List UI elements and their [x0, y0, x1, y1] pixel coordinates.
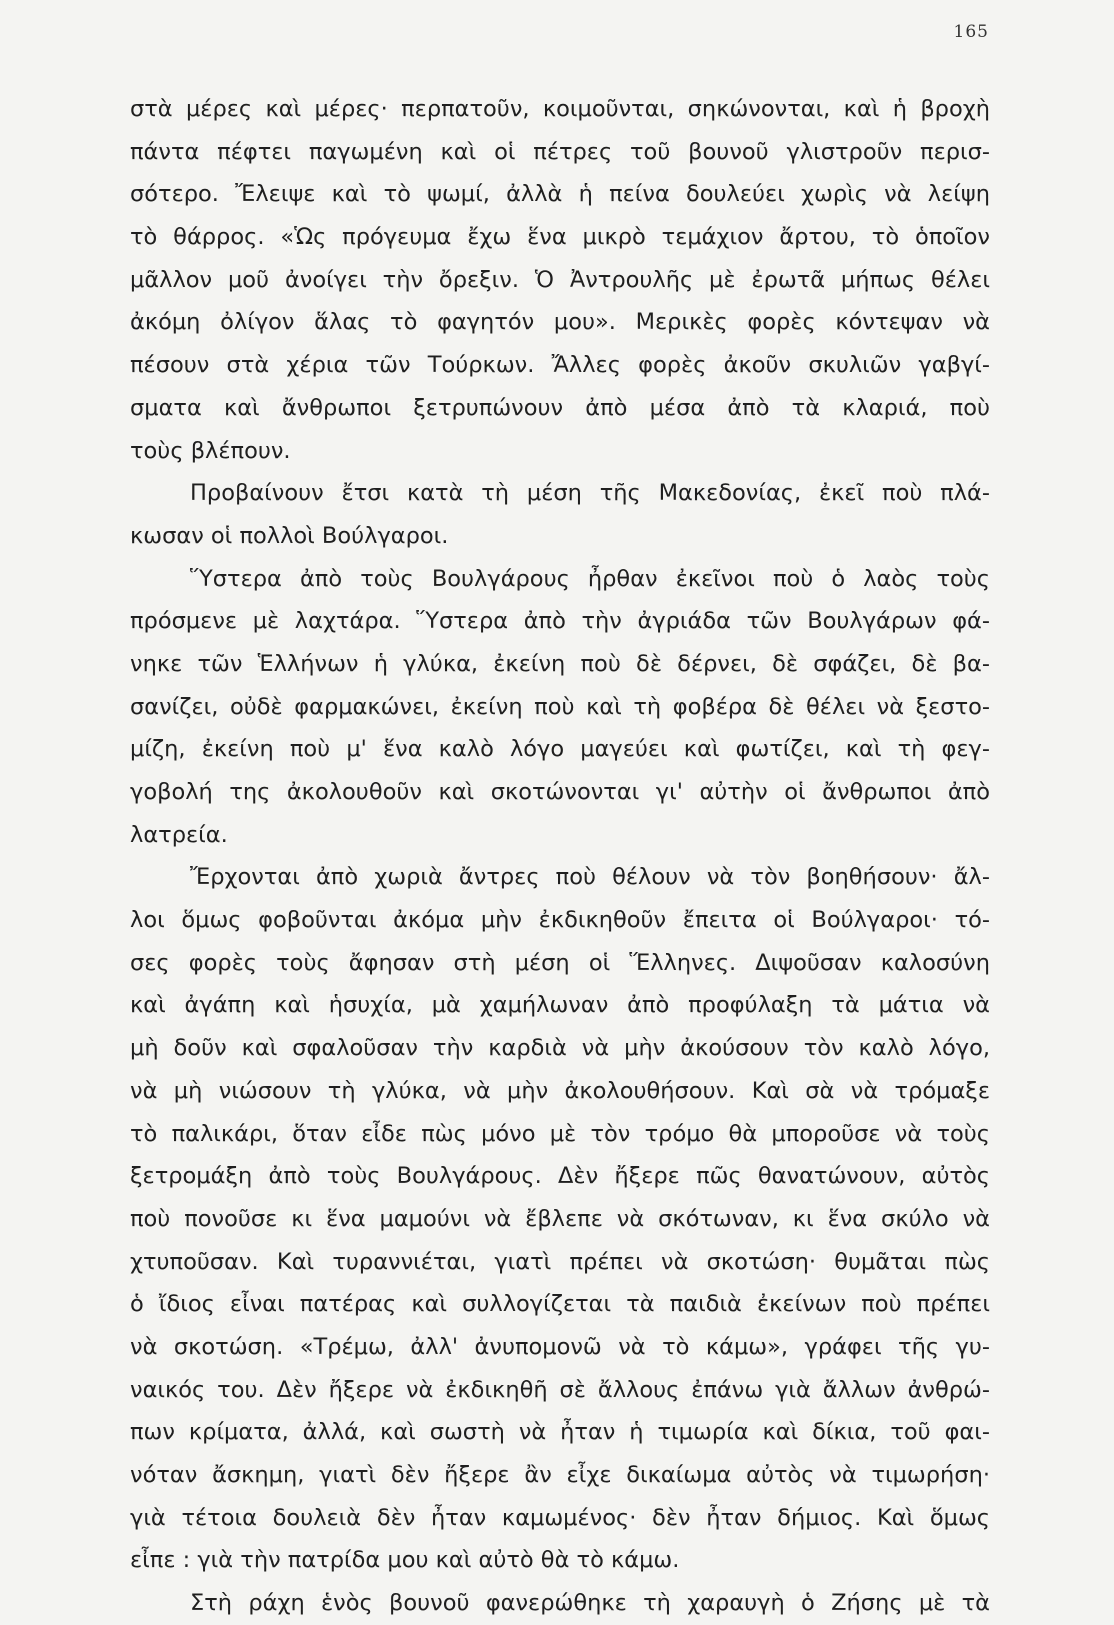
page-number: 165	[953, 22, 989, 42]
text-line: πρόσμενε μὲ λαχτάρα. Ὕστερα ἀπὸ τὴν ἀγριάδα τῶν Βουλγάρων φά-	[130, 608, 990, 635]
text-line-paragraph-start: Ὕστερα ἀπὸ τοὺς Βουλγάρους ἦρθαν ἐκεῖνοι ποὺ ὁ λαὸς τοὺς	[190, 565, 990, 592]
text-line-paragraph-start: Ἔρχονται ἀπὸ χωριὰ ἄντρες ποὺ θέλουν νὰ τὸν βοηθήσουν· ἄλ-	[190, 864, 990, 891]
text-line: νὰ μὴ νιώσουν τὴ γλύκα, νὰ μὴν ἀκολουθήσουν. Καὶ σὰ νὰ τρόμαξε	[130, 1077, 990, 1104]
text-line-paragraph-end: τοὺς βλέπουν.	[130, 437, 291, 464]
text-line: πέσουν στὰ χέρια τῶν Τούρκων. Ἄλλες φορὲς ἀκοῦν σκυλιῶν γαβγί-	[130, 352, 990, 379]
text-line: σες φορὲς τοὺς ἄφησαν στὴ μέση οἱ Ἕλληνες. Διψοῦσαν καλοσύνη	[130, 949, 990, 976]
body-text	[130, 88, 990, 1625]
text-line-paragraph-end: κωσαν οἱ πολλοὶ Βούλγαροι.	[130, 522, 449, 549]
text-line: μᾶλλον μοῦ ἀνοίγει τὴν ὄρεξιν. Ὁ Ἀντρουλῆς μὲ ἐρωτᾶ μήπως θέλει	[130, 266, 990, 293]
text-line: ξετρομάξη ἀπὸ τοὺς Βουλγάρους. Δὲν ἤξερε πῶς θανατώνουν, αὐτὸς	[130, 1163, 990, 1190]
text-line: νηκε τῶν Ἑλλήνων ἡ γλύκα, ἐκείνη ποὺ δὲ δέρνει, δὲ σφάζει, δὲ βα-	[130, 650, 990, 677]
text-line: σματα καὶ ἄνθρωποι ξετρυπώνουν ἀπὸ μέσα ἀπὸ τὰ κλαριά, ποὺ	[130, 394, 990, 421]
text-line-paragraph-end: εἶπε : γιὰ τὴν πατρίδα μου καὶ αὐτὸ θὰ τὸ κάμω.	[130, 1547, 680, 1574]
text-line: ἀκόμη ὀλίγον ἅλας τὸ φαγητόν μου». Μερικὲς φορὲς κόντεψαν νὰ	[130, 309, 990, 336]
text-line: μίζη, ἐκείνη ποὺ μ' ἕνα καλὸ λόγο μαγεύει καὶ φωτίζει, καὶ τὴ φεγ-	[130, 736, 990, 763]
text-line-paragraph-start: Στὴ ράχη ἑνὸς βουνοῦ φανερώθηκε τὴ χαραυγὴ ὁ Ζήσης μὲ τὰ	[190, 1590, 990, 1617]
text-line: σανίζει, οὐδὲ φαρμακώνει, ἐκείνη ποὺ καὶ τὴ φοβέρα δὲ θέλει νὰ ξεστο-	[130, 693, 990, 720]
text-line: γιὰ τέτοια δουλειὰ δὲν ἦταν καμωμένος· δὲν ἦταν δήμιος. Καὶ ὅμως	[130, 1504, 990, 1531]
text-line: τὸ παλικάρι, ὅταν εἶδε πὼς μόνο μὲ τὸν τρόμο θὰ μποροῦσε νὰ τοὺς	[130, 1120, 990, 1147]
text-line: ποὺ πονοῦσε κι ἕνα μαμούνι νὰ ἔβλεπε νὰ σκότωναν, κι ἕνα σκύλο νὰ	[130, 1205, 990, 1232]
text-line-paragraph-start: Προβαίνουν ἔτσι κατὰ τὴ μέση τῆς Μακεδονίας, ἐκεῖ ποὺ πλά-	[190, 480, 990, 507]
text-line: σότερο. Ἔλειψε καὶ τὸ ψωμί, ἀλλὰ ἡ πείνα δουλεύει χωρὶς νὰ λείψη	[130, 181, 990, 208]
text-line: τὸ θάρρος. «Ὡς πρόγευμα ἔχω ἕνα μικρὸ τεμάχιον ἄρτου, τὸ ὁποῖον	[130, 224, 990, 251]
text-line: λοι ὅμως φοβοῦνται ἀκόμα μὴν ἐκδικηθοῦν ἔπειτα οἱ Βούλγαροι· τό-	[130, 907, 990, 934]
text-line: πων κρίματα, ἀλλά, καὶ σωστὴ νὰ ἦταν ἡ τιμωρία καὶ δίκια, τοῦ φαι-	[130, 1419, 990, 1446]
text-line: ναικός του. Δὲν ἤξερε νὰ ἐκδικηθῆ σὲ ἄλλους ἐπάνω γιὰ ἄλλων ἀνθρώ-	[130, 1376, 990, 1403]
text-line: πάντα πέφτει παγωμένη καὶ οἱ πέτρες τοῦ βουνοῦ γλιστροῦν περισ-	[130, 138, 990, 165]
text-line: στὰ μέρες καὶ μέρες· περπατοῦν, κοιμοῦνται, σηκώνονται, καὶ ἡ βροχὴ	[130, 96, 990, 122]
text-line: μὴ δοῦν καὶ σφαλοῦσαν τὴν καρδιὰ νὰ μὴν ἀκούσουν τὸν καλὸ λόγο,	[130, 1035, 990, 1062]
text-line: καὶ ἀγάπη καὶ ἡσυχία, μὰ χαμήλωναν ἀπὸ προφύλαξη τὰ μάτια νὰ	[130, 992, 990, 1019]
text-line: γοβολή της ἀκολουθοῦν καὶ σκοτώνονται γι' αὐτὴν οἱ ἄνθρωποι ἀπὸ	[130, 779, 990, 805]
text-line: νὰ σκοτώση. «Τρέμω, ἀλλ' ἀνυπομονῶ νὰ τὸ κάμω», γράφει τῆς γυ-	[130, 1333, 990, 1360]
text-line: νόταν ἄσκημη, γιατὶ δὲν ἤξερε ἂν εἶχε δικαίωμα αὐτὸς νὰ τιμωρήση·	[130, 1462, 990, 1488]
text-line: ὁ ἴδιος εἶναι πατέρας καὶ συλλογίζεται τὰ παιδιὰ ἐκείνων ποὺ πρέπει	[130, 1291, 990, 1318]
text-line: χτυποῦσαν. Καὶ τυραννιέται, γιατὶ πρέπει νὰ σκοτώση· θυμᾶται πὼς	[130, 1248, 990, 1275]
text-line-paragraph-end: λατρεία.	[130, 821, 228, 848]
